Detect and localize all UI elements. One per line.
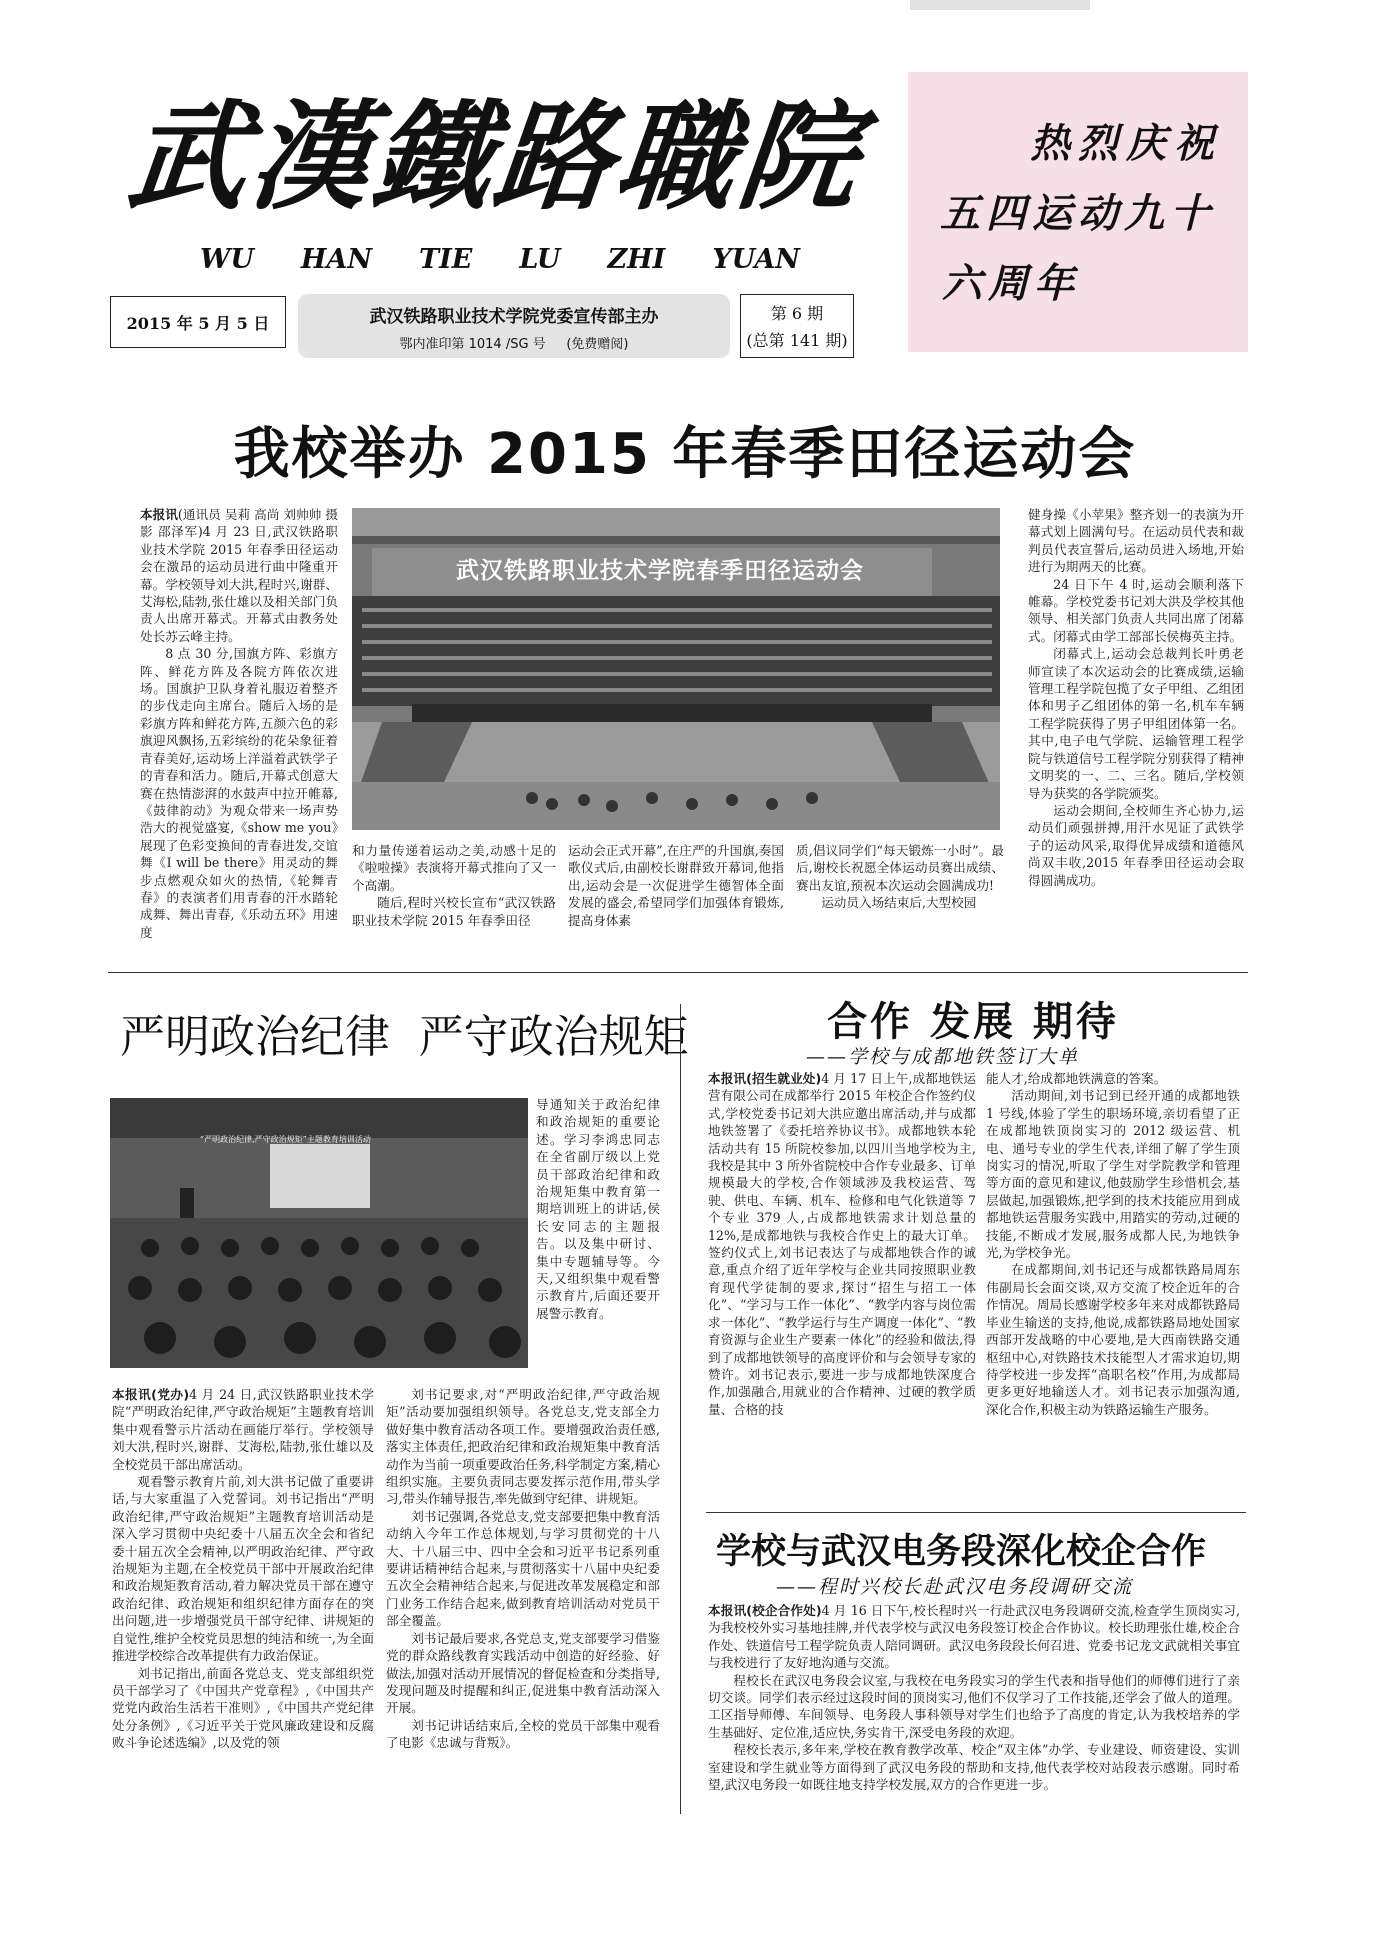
top-cut-mark (910, 0, 1090, 10)
pinyin-han: HAN (300, 244, 373, 275)
pinyin-wu: WU (200, 244, 254, 275)
lead-col-4 (796, 842, 1004, 984)
lead-col-5 (1028, 506, 1244, 984)
masthead-title: 武漢鐵路職院 (121, 87, 869, 226)
politics-col1c-text: 刘书记指出,前面各党总支、党支部组织党员干部学习了《中国共产党章程》,《中国共产党党内政治生活若干准则》,《中国共产党纪律处分条例》,《习近平关于党风廉政建设和反腐败斗争论述选编》,以及党的领 (112, 1665, 374, 1751)
celebrate-line-3: 六周年 (942, 260, 1080, 307)
cooperation-headline: 合作 发展 期待 (827, 998, 1119, 1045)
cooperation-col2b-text: 活动期间,刘书记到已经开通的成都地铁 1 号线,体验了学生的职场环境,亲切看望了正在成都地铁顶岗实习的 2012 级运营、机电、通号专业的学生代表,详细了解了学生顶岗实习的情况,听取了学生对学院教学和管理等方面的意见和建议,他鼓励学生珍惜机会,基层做起,加强锻炼,把学到的技术技能应用到成都地铁运营服务实践中,用踏实的劳动,过硬的技能,不断成才发展,服务成都人民,为地铁争光,为学校争光。 (986, 1088, 1240, 1261)
lead-headline: 我校举办 2015 年春季田径运动会 (233, 422, 1137, 487)
politics-col1b-text: 观看警示教育片前,刘大洪书记做了重要讲话,与大家重温了入党誓词。刘书记指出“严明政治纪律,严守政治规矩”主题教育培训活动是深入学习贯彻中央纪委十八届五次全会和省纪委十届五次全会精神,以严明政治纪律、严守政治规矩为主题,在全校党员干部中开展政治纪律和政治规矩教育活动,着力解决党员干部在遵守政治纪律、政治规矩和组织纪律方面存在的突出问题,进一步增强党员干部守纪律、讲规矩的自觉性,维护全校党员思想的纯洁和统一,为全面推进学校综合改革提供有力政治保证。 (112, 1474, 374, 1664)
lead-col1-text1: (通讯员 吴莉 高尚 刘帅帅 摄影 邵泽军)4 月 23 日,武汉铁路职业技术学院 2015 年春季田径运动会在激昂的运动员进行曲中隆重开幕。学校领导刘大洪,程时兴,谢群、艾海松,陆勃,张仕雄以及相关部门负责人出席开幕式。开幕式由教务处处长苏云峰主持。 (140, 507, 338, 644)
issue-total: (总第 141 期) (746, 331, 848, 350)
wuhan-p2: 程校长在武汉电务段会议室,与我校在电务段实习的学生代表和指导他们的师傅们进行了亲切交谈。同学们表示经过这段时间的顶岗实习,他们不仅学习了工作技能,还学会了做人的道理。工区指导师傅、车间领导、电务段人事科领导对学生们也给予了高度的肯定,认为我校培养的学生基础好、定位准,适应快,务实肯干,深受电务段的欢迎。 (708, 1672, 1240, 1740)
cooperation-subhead: ——学校与成都地铁签订大单 (806, 1046, 1080, 1068)
lead-col1-text2: 8 点 30 分,国旗方阵、彩旗方阵、鲜花方阵及各院方阵依次进场。国旗护卫队身着礼服迈着整齐的步伐走向主席台。随后入场的是彩旗方阵和鲜花方阵,五颜六色的彩旗迎风飘扬,五彩缤纷的花朵象征着青春美好,运动场上洋溢着武铁学子的青春和活力。随后,开幕式创意大赛在热情澎湃的水鼓声中拉开帷幕,《鼓律韵动》为观众带来一场声势浩大的视觉盛宴,《show me you》展现了色彩变换间的青春进发,交谊舞《I will be there》用灵动的舞步点燃观众如火的热情,《轮舞青春》的表演者们用青春的汗水踏轮成舞、舞出青春,《乐动五环》用速度 (140, 646, 338, 940)
pinyin-zhi: ZHI (607, 244, 666, 275)
lead-byline: 本报讯 (140, 507, 178, 522)
meeting-photo (110, 1098, 528, 1368)
photo-banner: 武汉铁路职业技术学院春季田径运动会 (456, 558, 864, 584)
lead-col3-text: 运动会正式开幕”,在庄严的升国旗,奏国歌仪式后,由副校长谢群致开幕词,他指出,运动会是一次促进学生德智体全面发展的盛会,希望同学们加强体育锻炼,提高身体素 (568, 843, 784, 928)
politics-col-1 (112, 1386, 374, 1814)
cooperation-col2-text: 能人才,给成都地铁满意的答案。 (986, 1071, 1167, 1086)
politics-col2b-text: 刘书记强调,各党总支,党支部要把集中教育活动纳入今年工作总体规划,与学习贯彻党的十八大、十八届三中、四中全会和习近平书记系列重要讲话精神结合起来,与贯彻落实十八届中央纪委五次全会精神结合起来,与促进改革发展稳定和部门业务工作结合起来,做到教育培训活动对党员干部全覆盖。 (386, 1508, 660, 1629)
politics-byline: 本报讯(党办) (112, 1387, 190, 1402)
politics-col-2 (386, 1386, 660, 1814)
free-note: (免费赠阅) (566, 337, 629, 352)
publisher-box (298, 294, 730, 358)
pinyin-yuan: YUAN (712, 244, 800, 275)
lead-col-1 (140, 506, 338, 984)
wuhan-headline: 学校与武汉电务段深化校企合作 (716, 1531, 1207, 1572)
celebrate-line-1: 热烈庆祝 (1030, 120, 1222, 167)
cooperation-col-2 (986, 1070, 1240, 1532)
lead-col-2 (352, 842, 556, 984)
politics-col2d-text: 刘书记讲话结束后,全校的党员干部集中观看了电影《忠诚与背叛》。 (386, 1717, 660, 1751)
cooperation-col-1 (708, 1070, 976, 1532)
date-box (110, 296, 286, 348)
celebrate-box (908, 72, 1248, 352)
cooperation-byline: 本报讯(招生就业处) (708, 1071, 822, 1086)
lead-col4-text2: 运动员入场结束后,大型校园 (821, 895, 977, 911)
cooperation-col2c-text: 在成都期间,刘书记还与成都铁路局周东伟副局长会面交谈,双方交流了校企近年的合作情况。周局长感谢学校多年来对成都铁路局毕业生输送的支持,他说,成都铁路局地处国家西部开发战略的中心要地,是大西南铁路交通枢纽中心,对铁路技术技能型人才需求迫切,期待学校进一步发挥“高职名校”作用,为成都局更多更好地输送人才。刘书记表示加强沟通,深化合作,积极主动为铁路运输生产服务。 (986, 1262, 1240, 1417)
pinyin-lu: LU (519, 244, 561, 275)
lead-col-3 (568, 842, 784, 984)
publisher: 武汉铁路职业技术学院党委宣传部主办 (369, 307, 659, 327)
permit: 鄂内准印第 1014 /SG 号 (399, 337, 546, 352)
issue-date: 2015 年 5 月 5 日 (126, 313, 270, 333)
politics-col1-text: 4 月 24 日,武汉铁路职业技术学院“严明政治纪律,严守政治规矩”主题教育培训集中观看警示片活动在画能厅举行。学校领导刘大洪,程时兴,谢群、艾海松,陆勃,张仕雄以及全校党员干部出席活动。 (112, 1387, 374, 1472)
lead-col5-text3: 闭幕式上,运动会总裁判长叶勇老师宣读了本次运动会的比赛成绩,运输管理工程学院包揽了女子甲组、乙组团体和男子乙组团体的第一名,机车车辆工程学院获得了男子甲组团体第一名。其中,电子电气学院、运输管理工程学院与铁道信号工程学院分别获得了精神文明奖的一、二、三名。随后,学校领导为获奖的各学院颁奖。 (1028, 646, 1244, 801)
column-divider (680, 1004, 681, 1814)
lead-col5-text1: 健身操《小苹果》整齐划一的表演为开幕式划上圆满句号。在运动员代表和裁判员代表宣誓后,运动员进入场地,开始进行为期两天的比赛。 (1028, 507, 1244, 575)
lead-col5-text2: 24 日下午 4 时,运动会顺利落下帷幕。学校党委书记刘大洪及学校其他领导、相关部门负责人共同出席了闭幕式。闭幕式由学工部部长侯梅英主持。 (1028, 576, 1244, 644)
divider-right (706, 1512, 1246, 1513)
politics-col2c-text: 刘书记最后要求,各党总支,党支部要学习借鉴党的群众路线教育实践活动中创造的好经验、好做法,加强对活动开展情况的督促检查和分类指导,发现问题及时提醒和纠正,促进集中教育活动深入开展。 (386, 1630, 660, 1716)
issue-box (740, 294, 854, 358)
meeting-banner: “严明政治纪律,严守政治规矩”主题教育培训活动 (200, 1135, 371, 1144)
lead-col5-text4: 运动会期间,全校师生齐心协力,运动员们顽强拼搏,用汗水见证了武铁学子的运动风采,取得优异成绩和道德风尚双丰收,2015 年春季田径运动会取得圆满成功。 (1028, 802, 1244, 888)
lead-col4-text: 质,倡议同学们“每天锻炼一小时”。最后,谢校长祝愿全体运动员赛出成绩、赛出友谊,预祝本次运动会圆满成功! (796, 843, 1004, 893)
politics-col2-text: 刘书记要求,对“严明政治纪律,严守政治规矩”活动要加强组织领导。各党总支,党支部全力做好集中教育活动各项工作。要增强政治责任感,落实主体责任,把政治纪律和政治规矩集中教育活动作为当前一项重要政治任务,科学制定方案,精心组织实施。主要负责同志要发挥示范作用,带头学习,带头作辅导报告,率先做到守纪律、讲规矩。 (386, 1387, 660, 1507)
wuhan-byline: 本报讯(校企合作处) (708, 1603, 822, 1618)
divider-lead (108, 972, 1248, 973)
masthead-pinyin (200, 244, 800, 276)
masthead (0, 0, 1374, 370)
pinyin-tie: TIE (419, 244, 473, 275)
politics-side-text: 导通知关于政治纪律和政治规矩的重要论述。学习李鸿忠同志在全省副厅级以上党员干部政治纪律和政治规矩集中教育第一期培训班上的讲话,侯长安同志的主题报告。以及集中研讨、集中专题辅导等。今天,又组织集中观看警示教育片,后面还要开展警示教育。 (536, 1097, 660, 1321)
permit-line (298, 333, 730, 352)
wuhan-p3: 程校长表示,多年来,学校在教育教学改革、校企“双主体”办学、专业建设、师资建设、实训室建设和学生就业等方面得到了武汉电务段的帮助和支持,他代表学校对站段表示感谢。同时希望,武汉电务段一如既往地支持学校发展,双方的合作更进一步。 (708, 1742, 1240, 1793)
celebrate-line-2: 五四运动九十 (940, 190, 1216, 237)
issue-number: 第 6 期 (770, 304, 824, 323)
politics-headline: 严明政治纪律 严守政治规矩 (120, 1010, 689, 1063)
lead-col2-text: 和力量传递着运动之美,动感十足的《啦啦操》表演将开幕式推向了又一个高潮。 (352, 843, 556, 893)
wuhan-p1: 4 月 16 日下午,校长程时兴一行赴武汉电务段调研交流,检查学生顶岗实习,为我校校外实习基地挂牌,并代表学校与武汉电务段签订校企合作协议。校长助理张仕雄,校企合作处、铁道信号工程学院负责人陪同调研。武汉电务段段长何召进、党委书记龙文武就相关事宜与我校进行了友好地沟通与交流。 (708, 1603, 1240, 1671)
politics-side-col (536, 1096, 660, 1386)
cooperation-col1-text: 4 月 17 日上午,成都地铁运营有限公司在成都举行 2015 年校企合作签约仪式,学校党委书记刘大洪应邀出席活动,并与成都地铁签署了《委托培养协议书》。成都地铁本轮活动共有 15 所院校参加,以四川当地学校为主,我校是其中 3 所外省院校中合作专业最多、订单规模最大的学校,合作领域涉及我校运营、驾驶、供电、车辆、机车、检修和电气化铁道等 7 个专业 379 人,占成都地铁需求计划总量的 12%,是成都地铁与我校合作史上的最大订单。签约仪式上,刘书记表达了与成都地铁合作的诚意,重点介绍了近年学校与企业共同按照职业教育现代学徒制的要求,探讨“招生与招工一体化”、“学习与工作一体化”、“教学内容与岗位需求一体化”、“教学运行与生产调度一体化”、“教育资源与企业生产要素一体化”的经验和做法,得到了成都地铁领导的高度评价和与会领导专家的赞许。刘书记表示,要进一步与成都地铁深度合作,加强融合,用就业的合作精神、过硬的教学质量、合格的技 (708, 1071, 976, 1417)
wuhan-subhead: ——程时兴校长赴武汉电务段调研交流 (776, 1576, 1134, 1598)
sports-meet-photo (352, 508, 1000, 830)
wuhan-body (708, 1602, 1240, 1816)
lead-col2-text2: 随后,程时兴校长宣布“武汉铁路职业技术学院 2015 年春季田径 (352, 895, 556, 928)
